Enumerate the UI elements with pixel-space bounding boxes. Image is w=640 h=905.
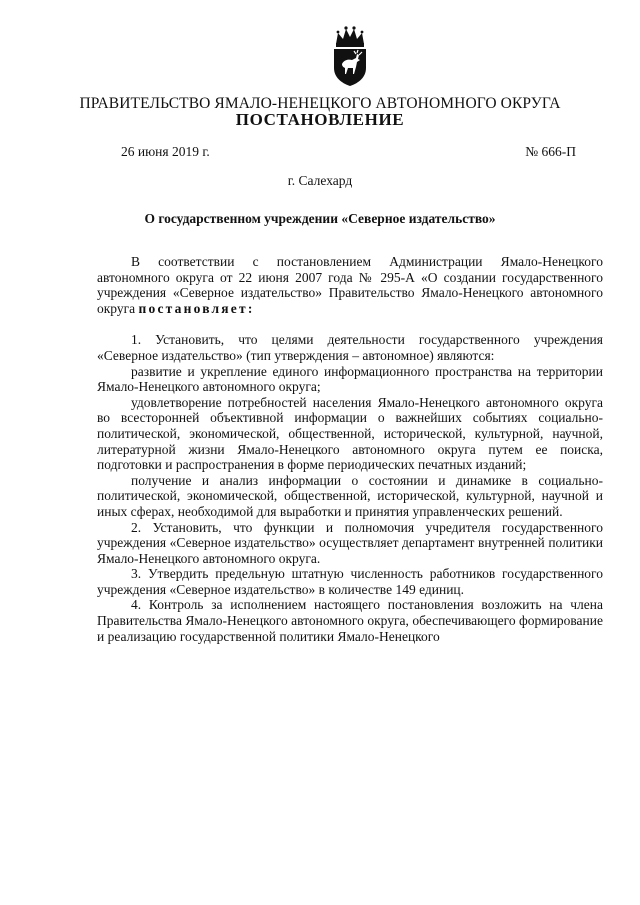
document-type-title: ПОСТАНОВЛЕНИЕ (235, 110, 405, 129)
government-name: ПРАВИТЕЛЬСТВО ЯМАЛО-НЕНЕЦКОГО АВТОНОМНОГО ОКРУГА (79, 95, 561, 112)
clause-1: 1. Установить, что целями деятельности государственного учреждения «Северное издательство» (тип утверждения – автономное) являются: (97, 332, 603, 363)
clause-2: 2. Установить, что функции и полномочия учредителя государственного учреждения «Северное издательство» осуществляет департамент внутренней политики Ямало-Ненецкого автономного округа. (97, 519, 603, 566)
coat-of-arms-icon (326, 24, 374, 88)
clause-3: 3. Утвердить предельную штатную численность работников государственного учреждения «Северное издательство» в количестве 149 единиц. (97, 566, 603, 597)
clause-1-goal-1: развитие и укрепление единого информационного пространства на территории Ямало-Ненецкого автономного округа; (97, 363, 603, 395)
preamble-text: В соответствии с постановлением Администрации Ямало-Ненецкого автономного округа от 22 июня 2007 года № 295-А «О создании государственного учреждения «Северное издательство» Правительство Ямало-Ненецкого автономного округа (97, 254, 603, 316)
clause-1-goal-2: удовлетворение потребностей населения Ямало-Ненецкого автономного округа во всесторонней объективной информации о важнейших событиях социально-политической, экономической, общественной, исторической, культурной, научной, литературной жизни Ямало-Ненецкого автономного округа путем ее поиска, подготовки и распространения в форме периодических печатных изданий; (97, 394, 603, 473)
preamble-paragraph (97, 254, 603, 316)
preamble-keyword: постановляет: (138, 300, 255, 316)
document-date: 26 июня 2019 г. (121, 144, 210, 159)
document-city: г. Салехард (287, 173, 353, 188)
document-number: № 666-П (525, 144, 576, 159)
document-subject: О государственном учреждении «Северное издательство» (144, 211, 496, 226)
document-body (97, 254, 603, 644)
clause-4: 4. Контроль за исполнением настоящего постановления возложить на члена Правительства Ямало-Ненецкого автономного округа, обеспечивающего формирование и реализацию государственной политики Ямало-Ненецкого (97, 597, 603, 644)
clause-1-goal-3: получение и анализ информации о состоянии и динамике в социально-политической, экономической, общественной, исторической, культурной, научной и иных сферах, необходимой для выработки и принятия управленческих решений. (97, 472, 603, 519)
